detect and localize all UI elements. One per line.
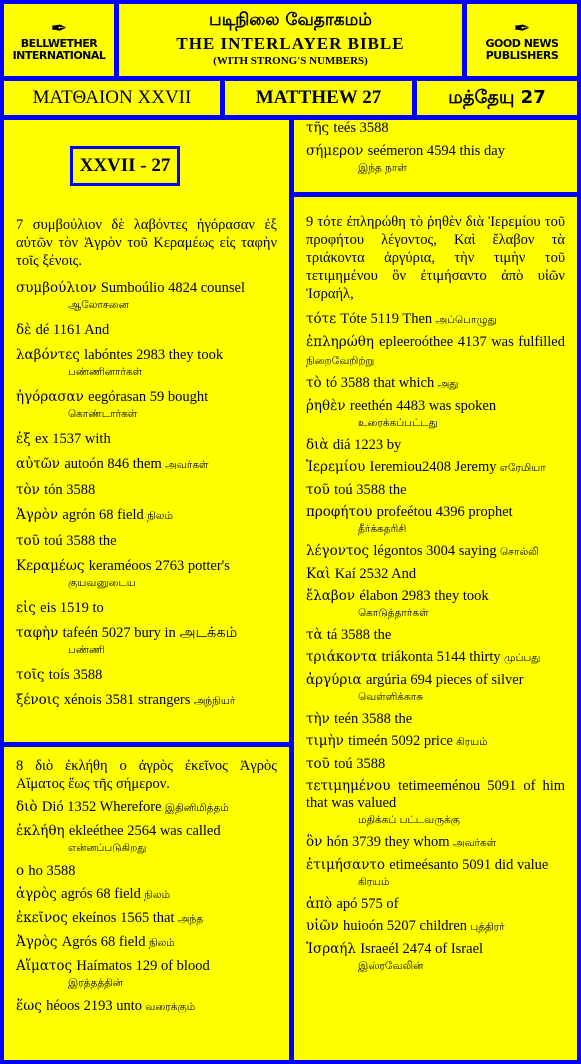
greek-word: ο xyxy=(16,863,29,879)
word-entry xyxy=(16,910,277,928)
transliteration: Agrós 68 field xyxy=(61,934,146,950)
transliteration: ex 1537 with xyxy=(34,431,111,447)
word-entry xyxy=(16,625,277,659)
greek-word: ἠγόρασαν xyxy=(16,389,89,405)
greek-word: ἐπληρώθη xyxy=(306,334,380,350)
tamil-gloss: அந்நியர் xyxy=(190,695,236,707)
word-entry xyxy=(16,322,277,339)
word-entry xyxy=(306,711,565,728)
tamil-gloss: கிரயம் xyxy=(358,876,390,888)
greek-word: ἐτιμήσαντο xyxy=(306,857,390,873)
word-entry xyxy=(306,543,565,561)
word-entry xyxy=(16,456,277,474)
transliteration: profeétou 4396 prophet xyxy=(376,504,513,520)
transliteration: teén 3588 the xyxy=(334,711,413,727)
verse-7-entries xyxy=(16,280,277,710)
word-entry xyxy=(306,672,565,706)
transliteration: tafeén 5027 bury in அடக்கம் xyxy=(62,625,238,641)
greek-word: ἔλαβον xyxy=(306,588,360,604)
verse-9-entries xyxy=(306,311,565,975)
tamil-gloss: என்னப்படுகிறது xyxy=(68,842,147,854)
word-entry xyxy=(16,280,277,314)
greek-word: εἰς xyxy=(16,600,41,616)
transliteration: Kaí 2532 And xyxy=(334,566,417,582)
greek-word: Ἀγρὸς xyxy=(16,934,62,950)
word-entry xyxy=(306,941,565,975)
greek-word: τριάκοντα xyxy=(306,649,382,665)
greek-word: τὸ xyxy=(306,375,326,391)
transliteration: seémeron 4594 this day xyxy=(367,143,505,159)
word-entry xyxy=(306,334,565,370)
greek-word: Αἵματος xyxy=(16,958,77,974)
transliteration: Haímatos 129 of blood xyxy=(76,958,210,974)
transliteration: eegórasan 59 bought xyxy=(88,389,209,405)
transliteration: Dió 1352 Wherefore xyxy=(41,799,162,815)
tamil-gloss: கொடுத்தார்கள் xyxy=(358,607,429,619)
transliteration: ho 3588 xyxy=(28,863,76,879)
tamil-gloss: நிறைவேறிற்று xyxy=(306,355,375,367)
transliteration: toís 3588 xyxy=(48,667,103,683)
scribe-icon: ✒ xyxy=(513,16,531,40)
transliteration: toú 3588 the xyxy=(334,482,407,498)
tamil-gloss: தீர்க்கதரிசி xyxy=(358,523,407,535)
word-entry xyxy=(306,482,565,499)
greek-word: ἀπὸ xyxy=(306,896,337,912)
word-entry xyxy=(16,823,277,857)
word-entry xyxy=(306,588,565,622)
greek-word: τετιμημένου xyxy=(306,778,399,794)
greek-word: τὰ xyxy=(306,627,327,643)
tamil-gloss: எரேமியா xyxy=(496,462,546,474)
word-entry xyxy=(306,566,565,583)
greek-word: ἕως xyxy=(16,998,47,1014)
transliteration: autoón 846 them xyxy=(64,456,162,472)
transliteration: légontos 3004 saying xyxy=(373,543,497,559)
transliteration: Ieremiou2408 Jeremy xyxy=(369,459,497,475)
word-entry xyxy=(306,778,565,829)
page-title: THE INTERLAYER BIBLE xyxy=(176,34,405,53)
greek-word: τότε xyxy=(306,311,341,327)
tamil-gloss: பண்ணி xyxy=(68,644,105,656)
word-entry xyxy=(16,886,277,904)
verse-8-entries xyxy=(16,799,277,1016)
tamil-gloss: இதினிமித்தம் xyxy=(161,802,229,814)
word-entry xyxy=(306,120,565,137)
greek-word: τοῦ xyxy=(306,482,335,498)
greek-word: ξένοις xyxy=(16,692,64,708)
greek-book-label: ΜΑΤΘΑΙΟΝ XXVII xyxy=(4,81,220,115)
greek-word: Ἰσραήλ xyxy=(306,941,361,957)
tamil-gloss: கிரயம் xyxy=(452,736,488,748)
greek-word: τὴν xyxy=(306,711,335,727)
greek-word: συμβούλιον xyxy=(16,280,101,296)
tamil-gloss: இஸ்ரவேலின் xyxy=(358,960,424,972)
word-entry xyxy=(306,143,565,177)
transliteration: keraméoos 2763 potter's xyxy=(88,558,230,574)
greek-word: υἱῶν xyxy=(306,918,344,934)
tamil-gloss: முப்பது xyxy=(500,652,541,664)
verse-8-continued-panel xyxy=(294,120,577,192)
transliteration: apó 575 of xyxy=(336,896,399,912)
word-entry xyxy=(306,834,565,852)
transliteration: agrón 68 field xyxy=(62,507,144,523)
word-entry xyxy=(16,934,277,952)
word-entry xyxy=(16,863,277,880)
greek-word: Κεραμέως xyxy=(16,558,89,574)
tamil-gloss: அவர்கள் xyxy=(161,459,209,471)
bellwether-logo-text: BELLWETHER INTERNATIONAL xyxy=(12,37,106,62)
greek-word: ἐκλήθη xyxy=(16,823,69,839)
word-entry xyxy=(16,692,277,710)
transliteration: xénois 3581 strangers xyxy=(63,692,191,708)
transliteration: reethén 4483 was spoken xyxy=(349,398,497,414)
transliteration: teés 3588 xyxy=(333,120,389,136)
transliteration: epleeroóthee 4137 was fulfilled xyxy=(379,334,565,350)
word-entry xyxy=(16,998,277,1016)
transliteration: élabon 2983 they took xyxy=(359,588,489,604)
greek-word: τὸν xyxy=(16,482,45,498)
transliteration: Tóte 5119 Then xyxy=(340,311,433,327)
word-entry xyxy=(16,507,277,525)
transliteration: agrós 68 field xyxy=(61,886,141,902)
word-entry xyxy=(16,600,277,617)
greek-word: τοῦ xyxy=(16,533,45,549)
verse-9-panel xyxy=(294,197,577,1060)
transliteration: ekleéthee 2564 was called xyxy=(68,823,221,839)
word-entry xyxy=(306,733,565,751)
word-entry xyxy=(306,756,565,773)
word-entry xyxy=(16,533,277,550)
scribe-icon: ✒ xyxy=(50,16,68,40)
transliteration: tón 3588 xyxy=(44,482,96,498)
page-subtitle: (WITH STRONG'S NUMBERS) xyxy=(213,55,368,67)
greek-word: Καὶ xyxy=(306,566,335,582)
transliteration: labóntes 2983 they took xyxy=(84,347,224,363)
tamil-gloss: பண்ணினார்கள் xyxy=(68,366,143,378)
transliteration: triákonta 5144 thirty xyxy=(381,649,501,665)
greek-word: ἐκεῖνος xyxy=(16,910,73,926)
tamil-gloss: இரத்தத்தின் xyxy=(68,977,123,989)
transliteration: argúria 694 pieces of silver xyxy=(365,672,524,688)
transliteration: timeén 5092 price xyxy=(348,733,453,749)
tamil-gloss: நிலம் xyxy=(143,510,173,522)
transliteration: hón 3739 they whom xyxy=(326,834,450,850)
greek-word: προφήτου xyxy=(306,504,377,520)
transliteration: Israeél 2474 of Israel xyxy=(360,941,484,957)
tamil-gloss: சொல்லி xyxy=(496,546,539,558)
word-entry xyxy=(306,375,565,393)
word-entry xyxy=(16,431,277,448)
word-entry xyxy=(306,649,565,667)
tamil-gloss: கொண்டார்கள் xyxy=(68,408,138,420)
transliteration: etimeésanto 5091 did value xyxy=(389,857,549,873)
word-entry xyxy=(306,459,565,477)
word-entry xyxy=(306,311,565,329)
tamil-gloss: அப்பொழுது xyxy=(432,314,497,326)
verse-8-continued-entries xyxy=(306,120,565,177)
tamil-gloss: அது xyxy=(434,378,459,390)
transliteration: ekeínos 1565 that xyxy=(72,910,175,926)
transliteration: Sumboúlio 4824 counsel xyxy=(100,280,246,296)
tamil-gloss: வெள்ளிக்காசு xyxy=(358,691,424,703)
greek-word: ἀργύρια xyxy=(306,672,366,688)
verse-7-text: 7 συμβούλιον δὲ λαβόντες ἠγόρασαν ἐξ αὐτῶν τὸν Ἀγρὸν τοῦ Κεραμέως εἰς ταφὴν τοῖς ξένοις. xyxy=(16,217,277,269)
greek-word: σήμερον xyxy=(306,143,368,159)
good-news-logo-text: GOOD NEWS PUBLISHERS xyxy=(485,37,559,62)
verse-8-panel xyxy=(4,747,289,1060)
word-entry xyxy=(16,389,277,423)
tamil-gloss: குயவனுடைய xyxy=(68,577,136,589)
transliteration: eis 1519 to xyxy=(40,600,104,616)
word-entry xyxy=(306,437,565,454)
transliteration: toú 3588 xyxy=(334,756,386,772)
greek-word: ῥηθὲν xyxy=(306,398,350,414)
word-entry xyxy=(306,918,565,936)
chapter-label: XXVII - 27 xyxy=(70,146,180,186)
word-entry xyxy=(306,627,565,644)
greek-word: τοῖς xyxy=(16,667,49,683)
greek-word: δὲ xyxy=(16,322,36,338)
greek-word: τῆς xyxy=(306,120,334,136)
word-entry xyxy=(16,482,277,499)
tamil-gloss: வரைக்கும் xyxy=(141,1001,196,1013)
word-entry xyxy=(306,896,565,913)
transliteration: tá 3588 the xyxy=(326,627,392,643)
greek-word: λέγοντος xyxy=(306,543,374,559)
word-entry xyxy=(16,558,277,592)
word-entry xyxy=(16,347,277,381)
english-book-label: MATTHEW 27 xyxy=(225,81,412,115)
transliteration: huioón 5207 children xyxy=(343,918,468,934)
bellwether-logo xyxy=(4,4,114,76)
tamil-gloss: அந்த xyxy=(174,913,204,925)
greek-word: Ἰερεμίου xyxy=(306,459,370,475)
word-entry xyxy=(16,799,277,817)
greek-word: ἀγρὸς xyxy=(16,886,62,902)
title-tamil: படிநிலை வேதாகமம் xyxy=(209,10,372,30)
greek-word: τιμὴν xyxy=(306,733,349,749)
greek-word: Ἀγρὸν xyxy=(16,507,63,523)
word-entry xyxy=(306,857,565,891)
verse-8-text: 8 διὸ ἐκλήθη ο ἀγρὸς ἐκεῖνος Ἀγρὸς Αἵματος ἕως τῆς σήμερον. xyxy=(16,758,277,792)
greek-word: διὰ xyxy=(306,437,333,453)
good-news-logo xyxy=(467,4,577,76)
tamil-gloss: அவர்கள் xyxy=(449,837,497,849)
tamil-gloss: நிலம் xyxy=(140,889,171,901)
transliteration: diá 1223 by xyxy=(332,437,402,453)
transliteration: tetimeeménou 5091 of him that was valued xyxy=(306,778,565,811)
verse-7-panel xyxy=(4,120,289,742)
title-block xyxy=(119,4,462,76)
greek-word: ἐξ xyxy=(16,431,35,447)
transliteration: toú 3588 the xyxy=(44,533,117,549)
greek-word: αὐτῶν xyxy=(16,456,65,472)
greek-word: λαβόντες xyxy=(16,347,85,363)
transliteration: tó 3588 that which xyxy=(325,375,435,391)
greek-word: ταφὴν xyxy=(16,625,63,641)
tamil-gloss: இந்த நாள் xyxy=(358,162,407,174)
transliteration: dé 1161 And xyxy=(35,322,110,338)
greek-word: διὸ xyxy=(16,799,42,815)
transliteration: héoos 2193 unto xyxy=(46,998,142,1014)
greek-word: ὃν xyxy=(306,834,327,850)
tamil-gloss: நிலம் xyxy=(145,937,175,949)
verse-9-text: 9 τότε ἐπληρώθη τὸ ῥηθὲν διὰ Ἰερεμίου τοῦ προφήτου λέγοντος, Καὶ ἔλαβον τὰ τριάκοντα ἀργύρια, τὴν τιμὴν τοῦ τετιμημένου ὃν ἐτιμήσαντο ἀπὸ υἱῶν Ἰσραήλ, xyxy=(306,214,565,302)
tamil-gloss: மதிக்கப் பட்டவருக்கு xyxy=(358,814,460,826)
word-entry xyxy=(306,398,565,432)
word-entry xyxy=(16,958,277,992)
tamil-book-label: மத்தேயு 27 xyxy=(417,81,577,115)
tamil-gloss: உரைக்கப்பட்டது xyxy=(358,417,438,429)
word-entry xyxy=(306,504,565,538)
tamil-gloss: ஆலோசனை xyxy=(68,299,129,311)
tamil-gloss: புத்திரர் xyxy=(467,921,505,933)
word-entry xyxy=(16,667,277,684)
greek-word: τοῦ xyxy=(306,756,335,772)
